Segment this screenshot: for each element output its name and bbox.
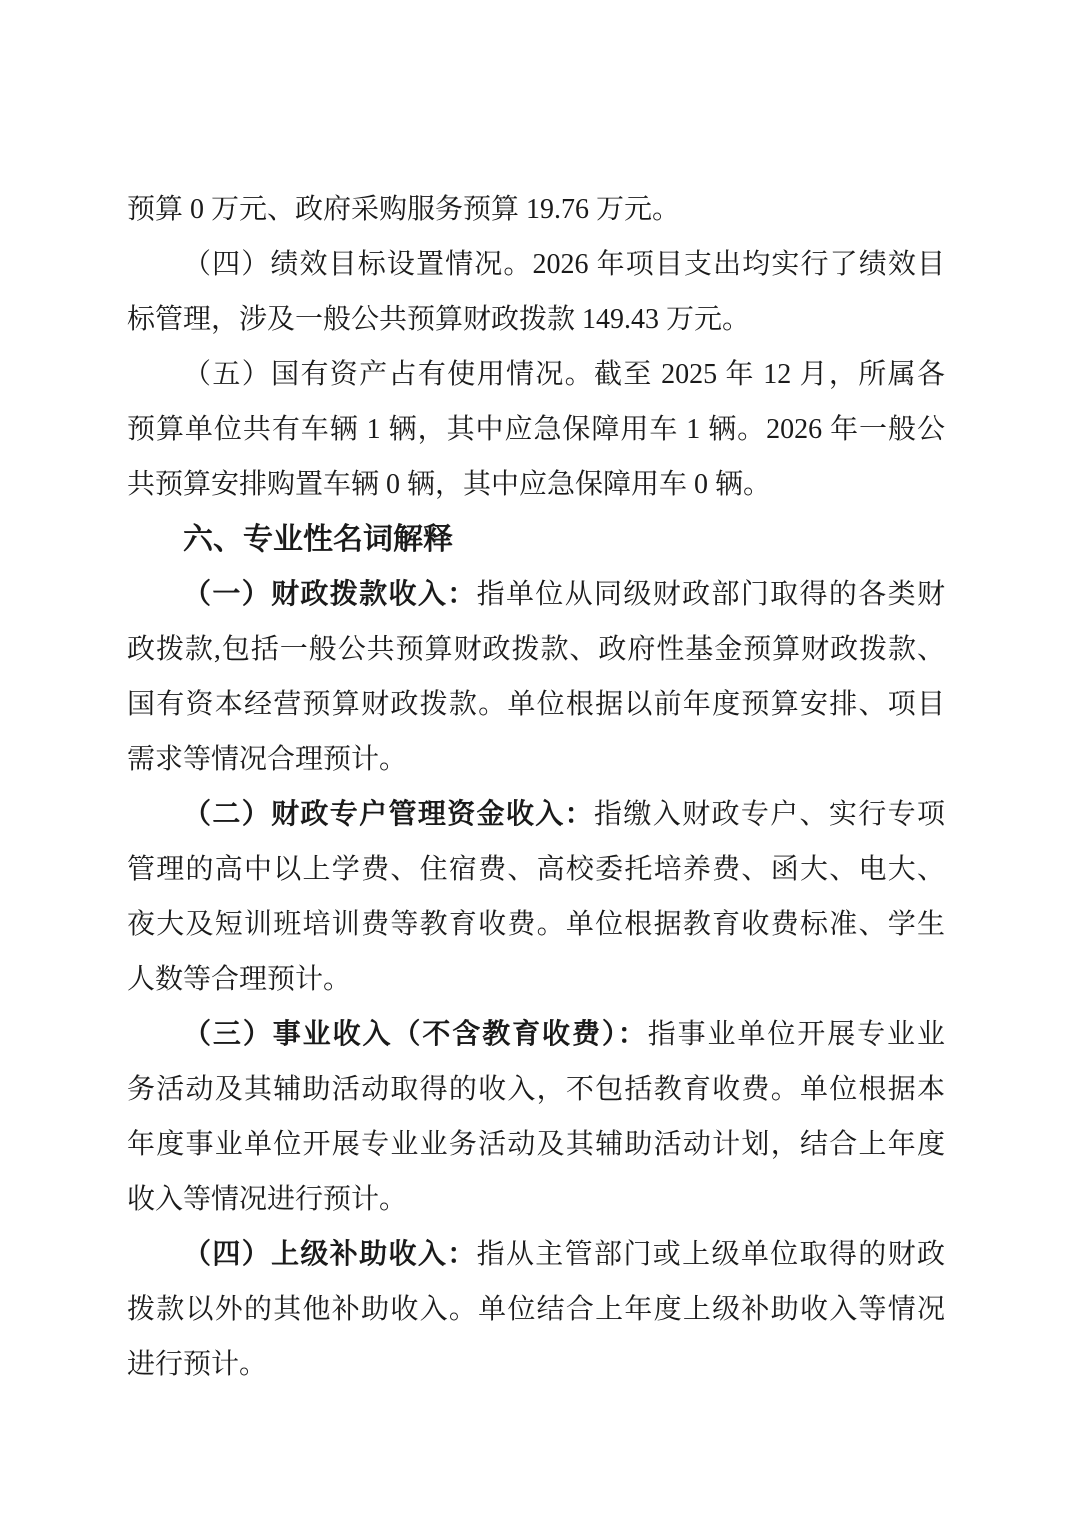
- document-body: [127, 182, 945, 1392]
- text-run: 指单位从同级财政部门取得的各类财: [476, 579, 945, 610]
- text-line: [127, 842, 945, 897]
- text-line: [127, 292, 945, 347]
- text-line: [127, 1007, 945, 1062]
- text-line: [127, 787, 945, 842]
- text-run: 进行预计。: [127, 1349, 268, 1380]
- text-run: 政拨款,包括一般公共预算财政拨款、政府性基金预算财政拨款、: [127, 634, 945, 665]
- text-run: 夜大及短训班培训费等教育收费。单位根据教育收费标准、学生: [127, 909, 945, 940]
- text-line: [127, 622, 945, 677]
- term-label: （二）财政专户管理资金收入：: [183, 799, 595, 830]
- text-line: [127, 1117, 945, 1172]
- text-run: 务活动及其辅助活动取得的收入，不包括教育收费。单位根据本: [127, 1074, 945, 1105]
- text-run: 年度事业单位开展专业业务活动及其辅助活动计划，结合上年度: [127, 1129, 945, 1160]
- text-run: 标管理，涉及一般公共预算财政拨款 149.43 万元。: [127, 304, 751, 335]
- text-run: （四）绩效目标设置情况。2026 年项目支出均实行了绩效目: [183, 249, 945, 280]
- term-label: （一）财政拨款收入：: [183, 579, 477, 610]
- text-run: 管理的高中以上学费、住宿费、高校委托培养费、函大、电大、: [127, 854, 945, 885]
- text-run: 指缴入财政专户、实行专项: [594, 799, 945, 830]
- text-run: 预算单位共有车辆 1 辆，其中应急保障用车 1 辆。2026 年一般公: [127, 414, 945, 445]
- text-line: [127, 457, 945, 512]
- text-line: [127, 1172, 945, 1227]
- text-line: [127, 677, 945, 732]
- term-label: （三）事业收入（不含教育收费）：: [183, 1019, 648, 1050]
- text-line: [127, 1282, 945, 1337]
- text-run: 拨款以外的其他补助收入。单位结合上年度上级补助收入等情况: [127, 1294, 945, 1325]
- text-run: 指事业单位开展专业业: [647, 1019, 945, 1050]
- text-run: 需求等情况合理预计。: [127, 744, 408, 775]
- text-line: [127, 732, 945, 787]
- text-line: [127, 347, 945, 402]
- text-line: [127, 1337, 945, 1392]
- text-line: [127, 237, 945, 292]
- section-heading-text: 六、专业性名词解释: [183, 523, 453, 556]
- text-line: [127, 567, 945, 622]
- text-line: [127, 1227, 945, 1282]
- section-heading: [127, 512, 945, 567]
- text-line: [127, 402, 945, 457]
- text-run: 国有资本经营预算财政拨款。单位根据以前年度预算安排、项目: [127, 689, 945, 720]
- text-run: 收入等情况进行预计。: [127, 1184, 408, 1215]
- text-line: [127, 182, 945, 237]
- term-label: （四）上级补助收入：: [183, 1239, 477, 1270]
- text-run: （五）国有资产占有使用情况。截至 2025 年 12 月，所属各: [183, 359, 945, 390]
- text-line: [127, 897, 945, 952]
- text-run: 共预算安排购置车辆 0 辆，其中应急保障用车 0 辆。: [127, 469, 772, 500]
- text-run: 人数等合理预计。: [127, 964, 352, 995]
- text-run: 预算 0 万元、政府采购服务预算 19.76 万元。: [127, 194, 681, 225]
- text-line: [127, 1062, 945, 1117]
- text-run: 指从主管部门或上级单位取得的财政: [476, 1239, 945, 1270]
- text-line: [127, 952, 945, 1007]
